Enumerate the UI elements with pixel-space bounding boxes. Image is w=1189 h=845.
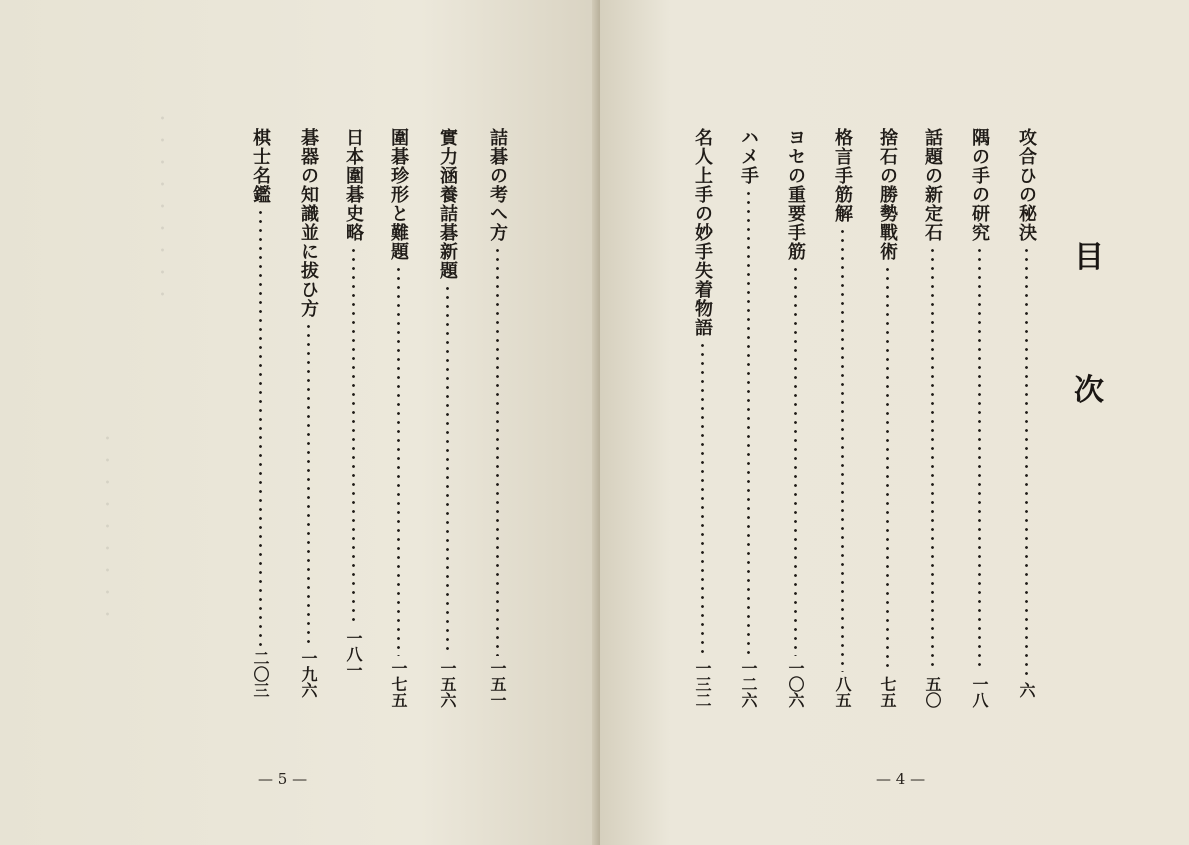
toc-entry-title: ヨセの重要手筋 [785, 128, 806, 261]
toc-entry-page: 一七五 [389, 660, 408, 708]
dot-leader [397, 265, 400, 656]
toc-entry-page: 一五六 [438, 660, 457, 708]
toc-entry-page: 一二六 [739, 660, 758, 708]
dot-leader [841, 227, 844, 672]
toc-entry[interactable] [293, 128, 323, 698]
dot-leader [446, 284, 449, 656]
toc-entry-page: 八五 [833, 676, 852, 708]
right-page [600, 0, 1189, 845]
toc-entry-title: 日本圍碁史略 [343, 128, 364, 242]
dot-leader [747, 189, 750, 656]
toc-entry-title: 格言手筋解 [832, 128, 853, 223]
toc-entry[interactable] [827, 128, 857, 708]
toc-entry[interactable] [482, 128, 512, 708]
dot-leader [978, 246, 981, 672]
toc-entry-page: 一八一 [344, 630, 363, 678]
bleed-through-text: ・・・・・・・・・ [152, 110, 171, 308]
toc-entry-page: 二〇三 [251, 650, 270, 698]
toc-entry[interactable] [245, 128, 275, 698]
dot-leader [794, 265, 797, 656]
toc-entry[interactable] [964, 128, 994, 708]
dot-leader [307, 322, 310, 646]
toc-entry-page: 五〇 [923, 676, 942, 708]
toc-entry-title: 詰碁の考へ方 [487, 128, 508, 242]
toc-entry-title: 棋士名鑑 [250, 128, 271, 204]
page-number: — 5 — [258, 770, 308, 788]
dot-leader [1025, 246, 1028, 678]
toc-entry-page: 一九六 [299, 650, 318, 698]
toc-entry-page: 七五 [878, 676, 897, 708]
dot-leader [701, 341, 704, 656]
toc-entry-title: 實力涵養詰碁新題 [437, 128, 458, 280]
toc-entry[interactable] [733, 128, 763, 708]
toc-heading-char: 次 [1074, 373, 1104, 408]
toc-entry-page: 一三二 [693, 660, 712, 708]
toc-entry-title: 攻合ひの秘決 [1016, 128, 1037, 242]
toc-entry-title: 名人上手の妙手失着物語 [692, 128, 713, 337]
toc-entry-title: 捨石の勝勢戰術 [877, 128, 898, 261]
toc-entry-page: 一〇六 [786, 660, 805, 708]
bleed-through-text: ・・・・・・・・・ [97, 430, 116, 628]
toc-entry-title: ハメ手 [738, 128, 759, 185]
dot-leader [931, 246, 934, 672]
dot-leader [886, 265, 889, 672]
toc-entry[interactable] [872, 128, 902, 708]
toc-entry[interactable] [383, 128, 413, 708]
toc-entry-page: 一八 [970, 676, 989, 708]
dot-leader [496, 246, 499, 656]
toc-entry[interactable] [687, 128, 717, 708]
toc-entry[interactable] [917, 128, 947, 708]
page-number: — 4 — [876, 770, 926, 788]
toc-heading-char: 目 [1074, 240, 1104, 275]
toc-entry[interactable] [780, 128, 810, 708]
toc-entry-page: 一五一 [488, 660, 507, 708]
toc-entry-title: 話題の新定石 [922, 128, 943, 242]
dot-leader [259, 208, 262, 646]
toc-entry-title: 隅の手の研究 [969, 128, 990, 242]
dot-leader [352, 246, 355, 626]
toc-entry[interactable] [1011, 128, 1041, 698]
toc-entry[interactable] [432, 128, 462, 708]
toc-entry-title: 碁器の知識並に拔ひ方 [298, 128, 319, 318]
toc-entry[interactable] [338, 128, 368, 678]
toc-entry-title: 圍碁珍形と難題 [388, 128, 409, 261]
toc-entry-page: 六 [1017, 682, 1036, 698]
